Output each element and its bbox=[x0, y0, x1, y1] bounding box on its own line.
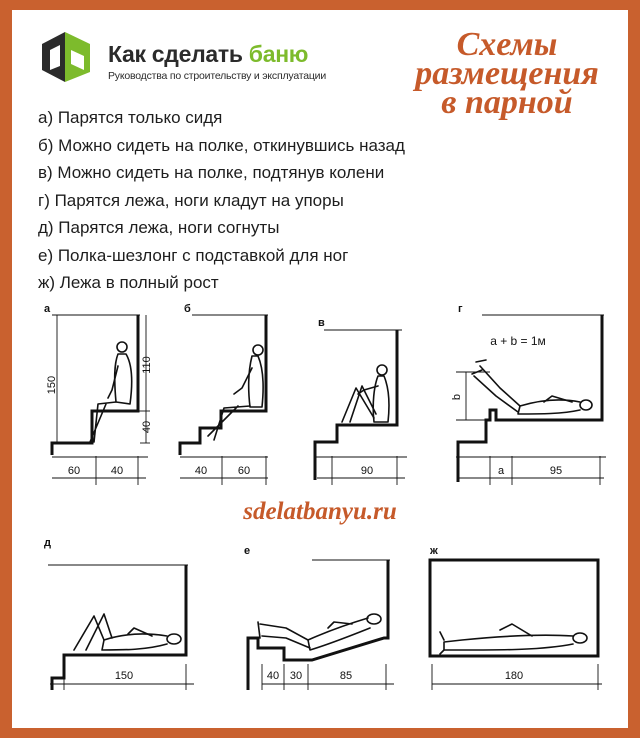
dim-label: 40 bbox=[110, 465, 124, 477]
legend-item: а) Парятся только сидя bbox=[38, 108, 223, 127]
dim-label: 30 bbox=[289, 670, 303, 682]
scheme-e bbox=[244, 545, 394, 690]
scheme-b bbox=[180, 303, 268, 485]
scheme-label: д bbox=[44, 537, 51, 549]
legend-item: г) Парятся лежа, ноги кладут на упоры bbox=[38, 190, 344, 210]
dim-label: 60 bbox=[67, 465, 81, 477]
dim-label: 110 bbox=[141, 356, 153, 374]
scheme-a bbox=[44, 303, 153, 485]
dim-label: 40 bbox=[194, 465, 208, 477]
page-title: Схемы размещения в парной bbox=[415, 26, 599, 121]
person-figure bbox=[74, 614, 181, 650]
legend-item: е) Полка-шезлонг с подставкой для ног bbox=[38, 245, 349, 265]
dim-label: 150 bbox=[114, 670, 134, 682]
scheme-d bbox=[44, 537, 194, 690]
brand-name: Как сделать баню bbox=[108, 41, 309, 67]
dim-label: 150 bbox=[46, 375, 58, 395]
poster-card bbox=[12, 10, 628, 728]
scheme-label: г bbox=[458, 303, 463, 315]
legend-item: ж) Лежа в полный рост bbox=[38, 273, 219, 292]
person-figure bbox=[342, 365, 389, 422]
dim-label: 90 bbox=[360, 465, 374, 477]
scheme-label: ж bbox=[430, 545, 438, 557]
dim-label: b bbox=[451, 393, 463, 401]
schemes-diagram bbox=[12, 10, 628, 728]
scheme-label: е bbox=[244, 545, 251, 557]
dim-label: 40 bbox=[141, 420, 153, 434]
scheme-label: а bbox=[44, 303, 51, 315]
scheme-label: в bbox=[318, 317, 325, 329]
legend-item: д) Парятся лежа, ноги согнуты bbox=[38, 218, 280, 237]
formula-label: a + b = 1м bbox=[490, 334, 546, 348]
scheme-g bbox=[451, 303, 606, 485]
dim-label: 40 bbox=[266, 670, 280, 682]
person-figure bbox=[472, 360, 592, 414]
dim-label: 180 bbox=[504, 670, 524, 682]
legend-item: б) Можно сидеть на полке, откинувшись назад bbox=[38, 135, 405, 155]
person-figure bbox=[90, 342, 132, 442]
scheme-v bbox=[315, 317, 407, 485]
dim-label: a bbox=[497, 465, 505, 477]
dim-label: 85 bbox=[339, 670, 353, 682]
brand-tagline: Руководства по строительству и эксплуатации bbox=[108, 70, 327, 82]
scheme-label: б bbox=[184, 303, 191, 315]
dim-label: 60 bbox=[237, 465, 251, 477]
person-figure bbox=[208, 345, 263, 440]
legend-item: в) Можно сидеть на полке, подтянув колени bbox=[38, 163, 385, 182]
dim-label: 95 bbox=[549, 465, 563, 477]
scheme-zh bbox=[429, 545, 602, 690]
website-url: sdelatbanyu.ru bbox=[243, 498, 397, 525]
person-figure bbox=[440, 624, 587, 654]
